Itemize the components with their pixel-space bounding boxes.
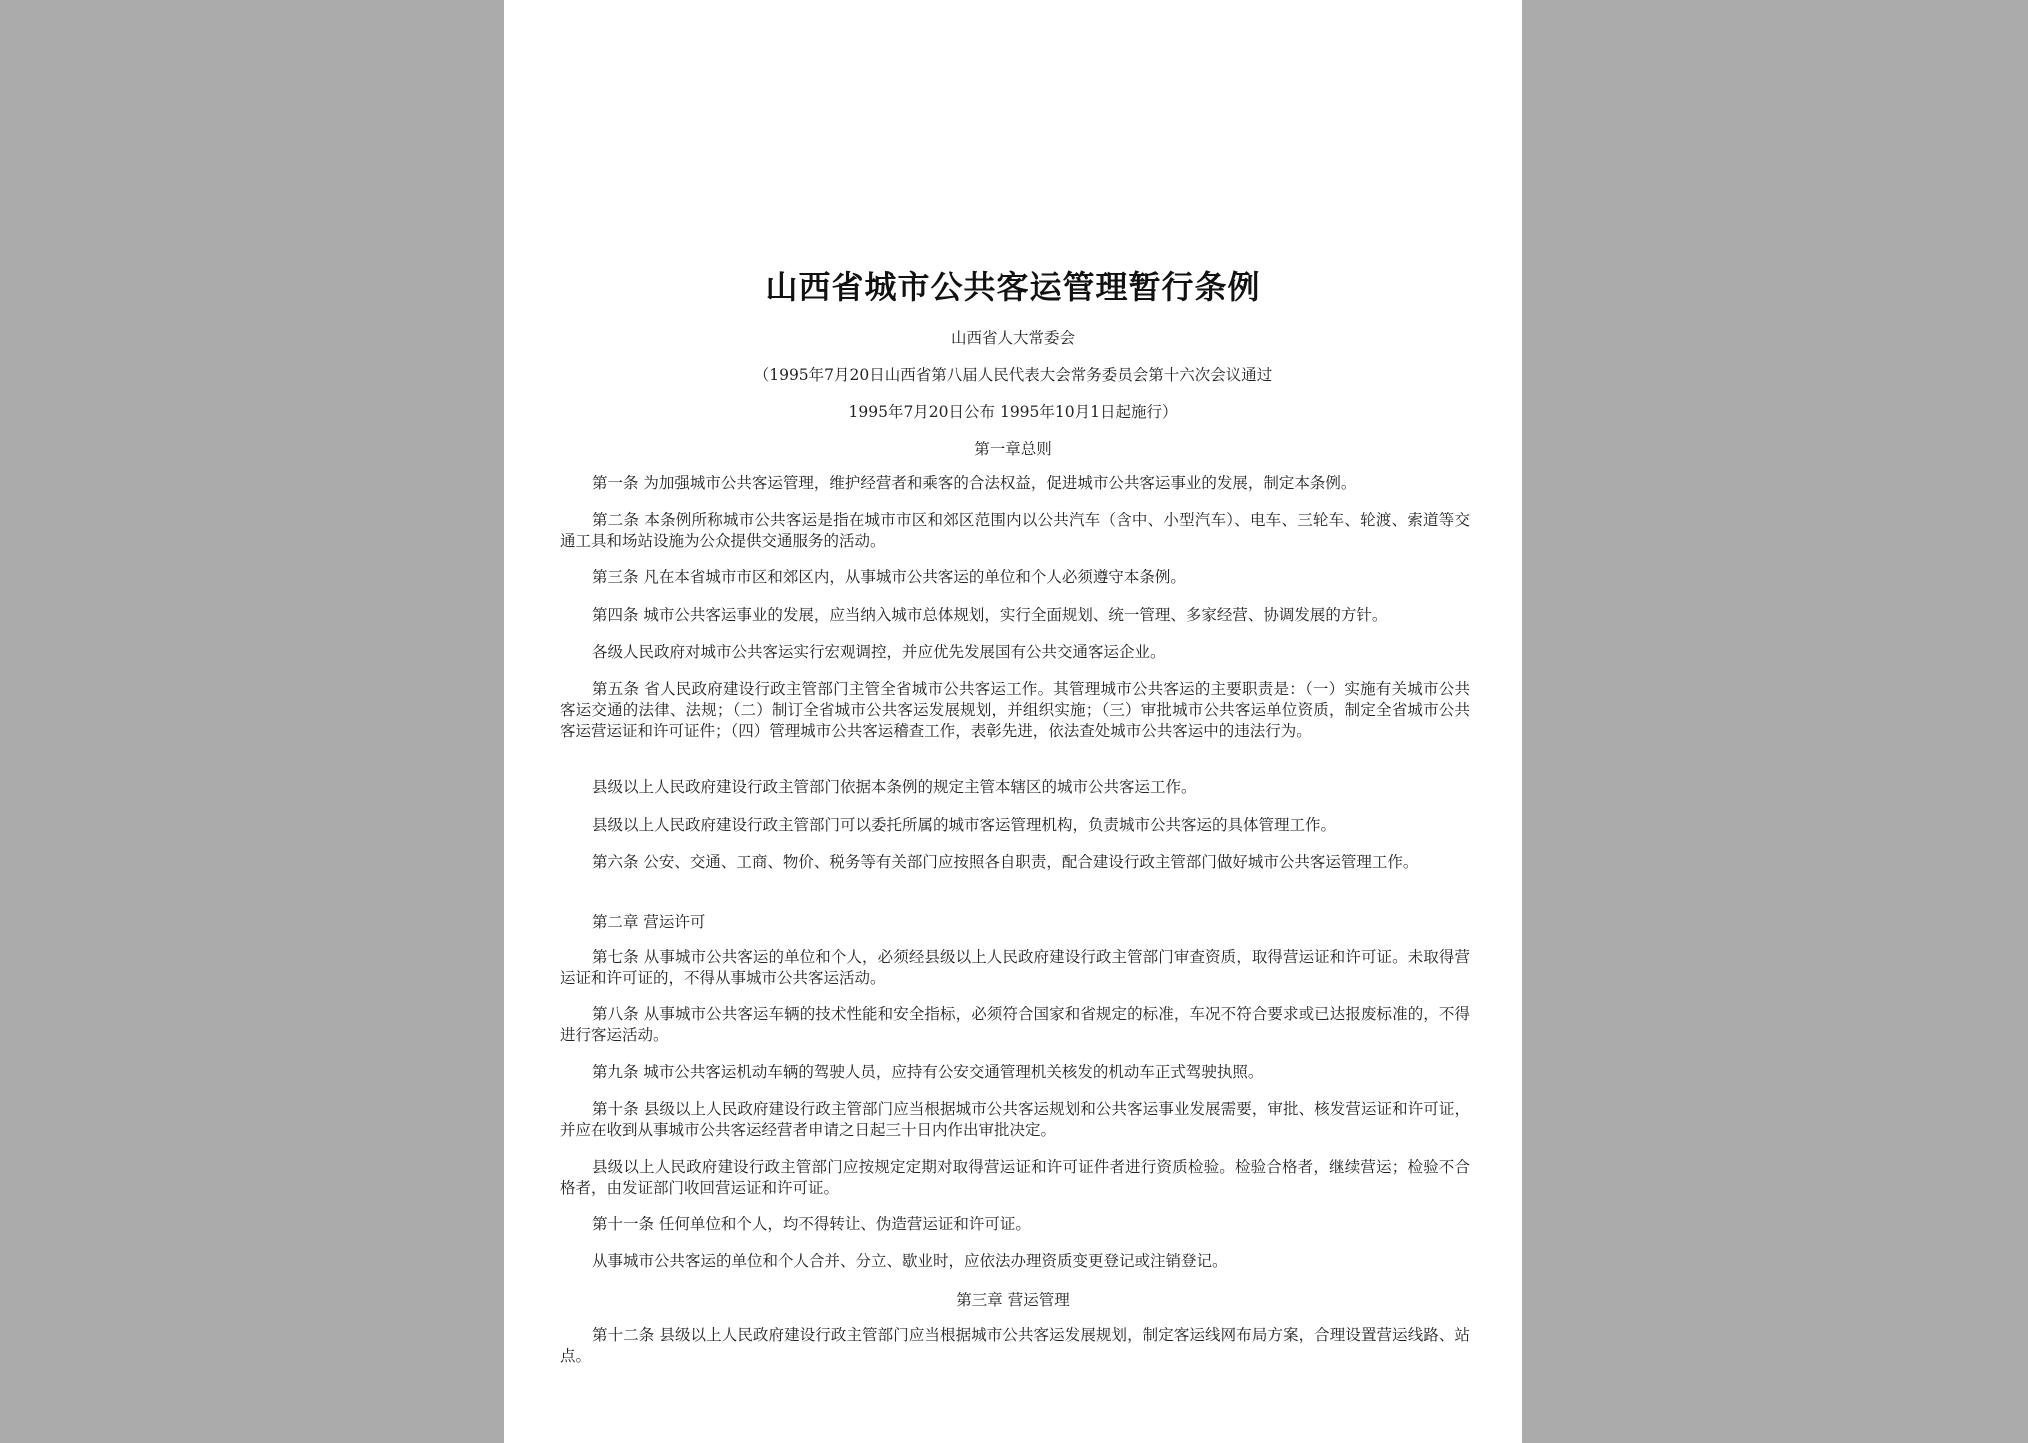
document-title: 山西省城市公共客运管理暂行条例 [765, 268, 1261, 306]
article-8: 第八条 从事城市公共客运车辆的技术性能和安全指标，必须符合国家和省规定的标准，车况不符合要求或已达报废标准的，不得进行客运活动。 [560, 1005, 1470, 1044]
article-2: 第二条 本条例所称城市公共客运是指在城市市区和郊区范围内以公共汽车（含中、小型汽车）、电车、三轮车、轮渡、索道等交通工具和场站设施为公众提供交通服务的活动。 [560, 511, 1470, 550]
adoption-note-line-1: （1995年7月20日山西省第八届人民代表大会常务委员会第十六次会议通过 [753, 366, 1273, 384]
article-7: 第七条 从事城市公共客运的单位和个人，必须经县级以上人民政府建设行政主管部门审查资质，取得营运证和许可证。未取得营运证和许可证的，不得从事城市公共客运活动。 [560, 948, 1470, 987]
article-5-clause-2: 县级以上人民政府建设行政主管部门依据本条例的规定主管本辖区的城市公共客运工作。 [592, 778, 1197, 796]
article-11-clause-2: 从事城市公共客运的单位和个人合并、分立、歇业时，应依法办理资质变更登记或注销登记。 [592, 1252, 1228, 1270]
article-4-clause-2: 各级人民政府对城市公共客运实行宏观调控，并应优先发展国有公共交通客运企业。 [592, 643, 1166, 661]
article-5-clause-3: 县级以上人民政府建设行政主管部门可以委托所属的城市客运管理机构，负责城市公共客运的具体管理工作。 [592, 816, 1337, 834]
article-12: 第十二条 县级以上人民政府建设行政主管部门应当根据城市公共客运发展规划，制定客运线网布局方案，合理设置营运线路、站点。 [560, 1326, 1470, 1365]
article-5: 第五条 省人民政府建设行政主管部门主管全省城市公共客运工作。其管理城市公共客运的主要职责是：（一）实施有关城市公共客运交通的法律、法规；（二）制订全省城市公共客运发展规划，并组织实施；（三）审批城市公共客运单位资质，制定全省城市公共客运营运证和许可证件；（四）管理城市公共客运稽查工作，表彰先进，依法查处城市公共客运中的违法行为。 [560, 680, 1470, 740]
chapter-2-heading: 第二章 营运许可 [592, 913, 706, 931]
adoption-note-line-2: 1995年7月20日公布 1995年10月1日起施行） [848, 403, 1178, 421]
document-page [504, 0, 1522, 1443]
article-10-clause-2: 县级以上人民政府建设行政主管部门应按规定定期对取得营运证和许可证件者进行资质检验。检验合格者，继续营运；检验不合格者，由发证部门收回营运证和许可证。 [560, 1158, 1470, 1197]
article-6: 第六条 公安、交通、工商、物价、税务等有关部门应按照各自职责，配合建设行政主管部门做好城市公共客运管理工作。 [592, 853, 1419, 871]
article-3: 第三条 凡在本省城市市区和郊区内，从事城市公共客运的单位和个人必须遵守本条例。 [592, 568, 1186, 586]
article-4: 第四条 城市公共客运事业的发展，应当纳入城市总体规划，实行全面规划、统一管理、多家经营、协调发展的方针。 [592, 606, 1388, 624]
article-9: 第九条 城市公共客运机动车辆的驾驶人员，应持有公安交通管理机关核发的机动车正式驾驶执照。 [592, 1063, 1264, 1081]
issuer-line: 山西省人大常委会 [950, 329, 1075, 347]
article-1: 第一条 为加强城市公共客运管理，维护经营者和乘客的合法权益，促进城市公共客运事业的发展，制定本条例。 [592, 474, 1357, 492]
chapter-3-heading: 第三章 营运管理 [956, 1291, 1070, 1309]
article-10: 第十条 县级以上人民政府建设行政主管部门应当根据城市公共客运规划和公共客运事业发展需要，审批、核发营运证和许可证，并应在收到从事城市公共客运经营者申请之日起三十日内作出审批决定。 [560, 1100, 1470, 1139]
article-11: 第十一条 任何单位和个人，均不得转让、伪造营运证和许可证。 [592, 1215, 1031, 1233]
chapter-1-heading: 第一章总则 [974, 440, 1052, 458]
